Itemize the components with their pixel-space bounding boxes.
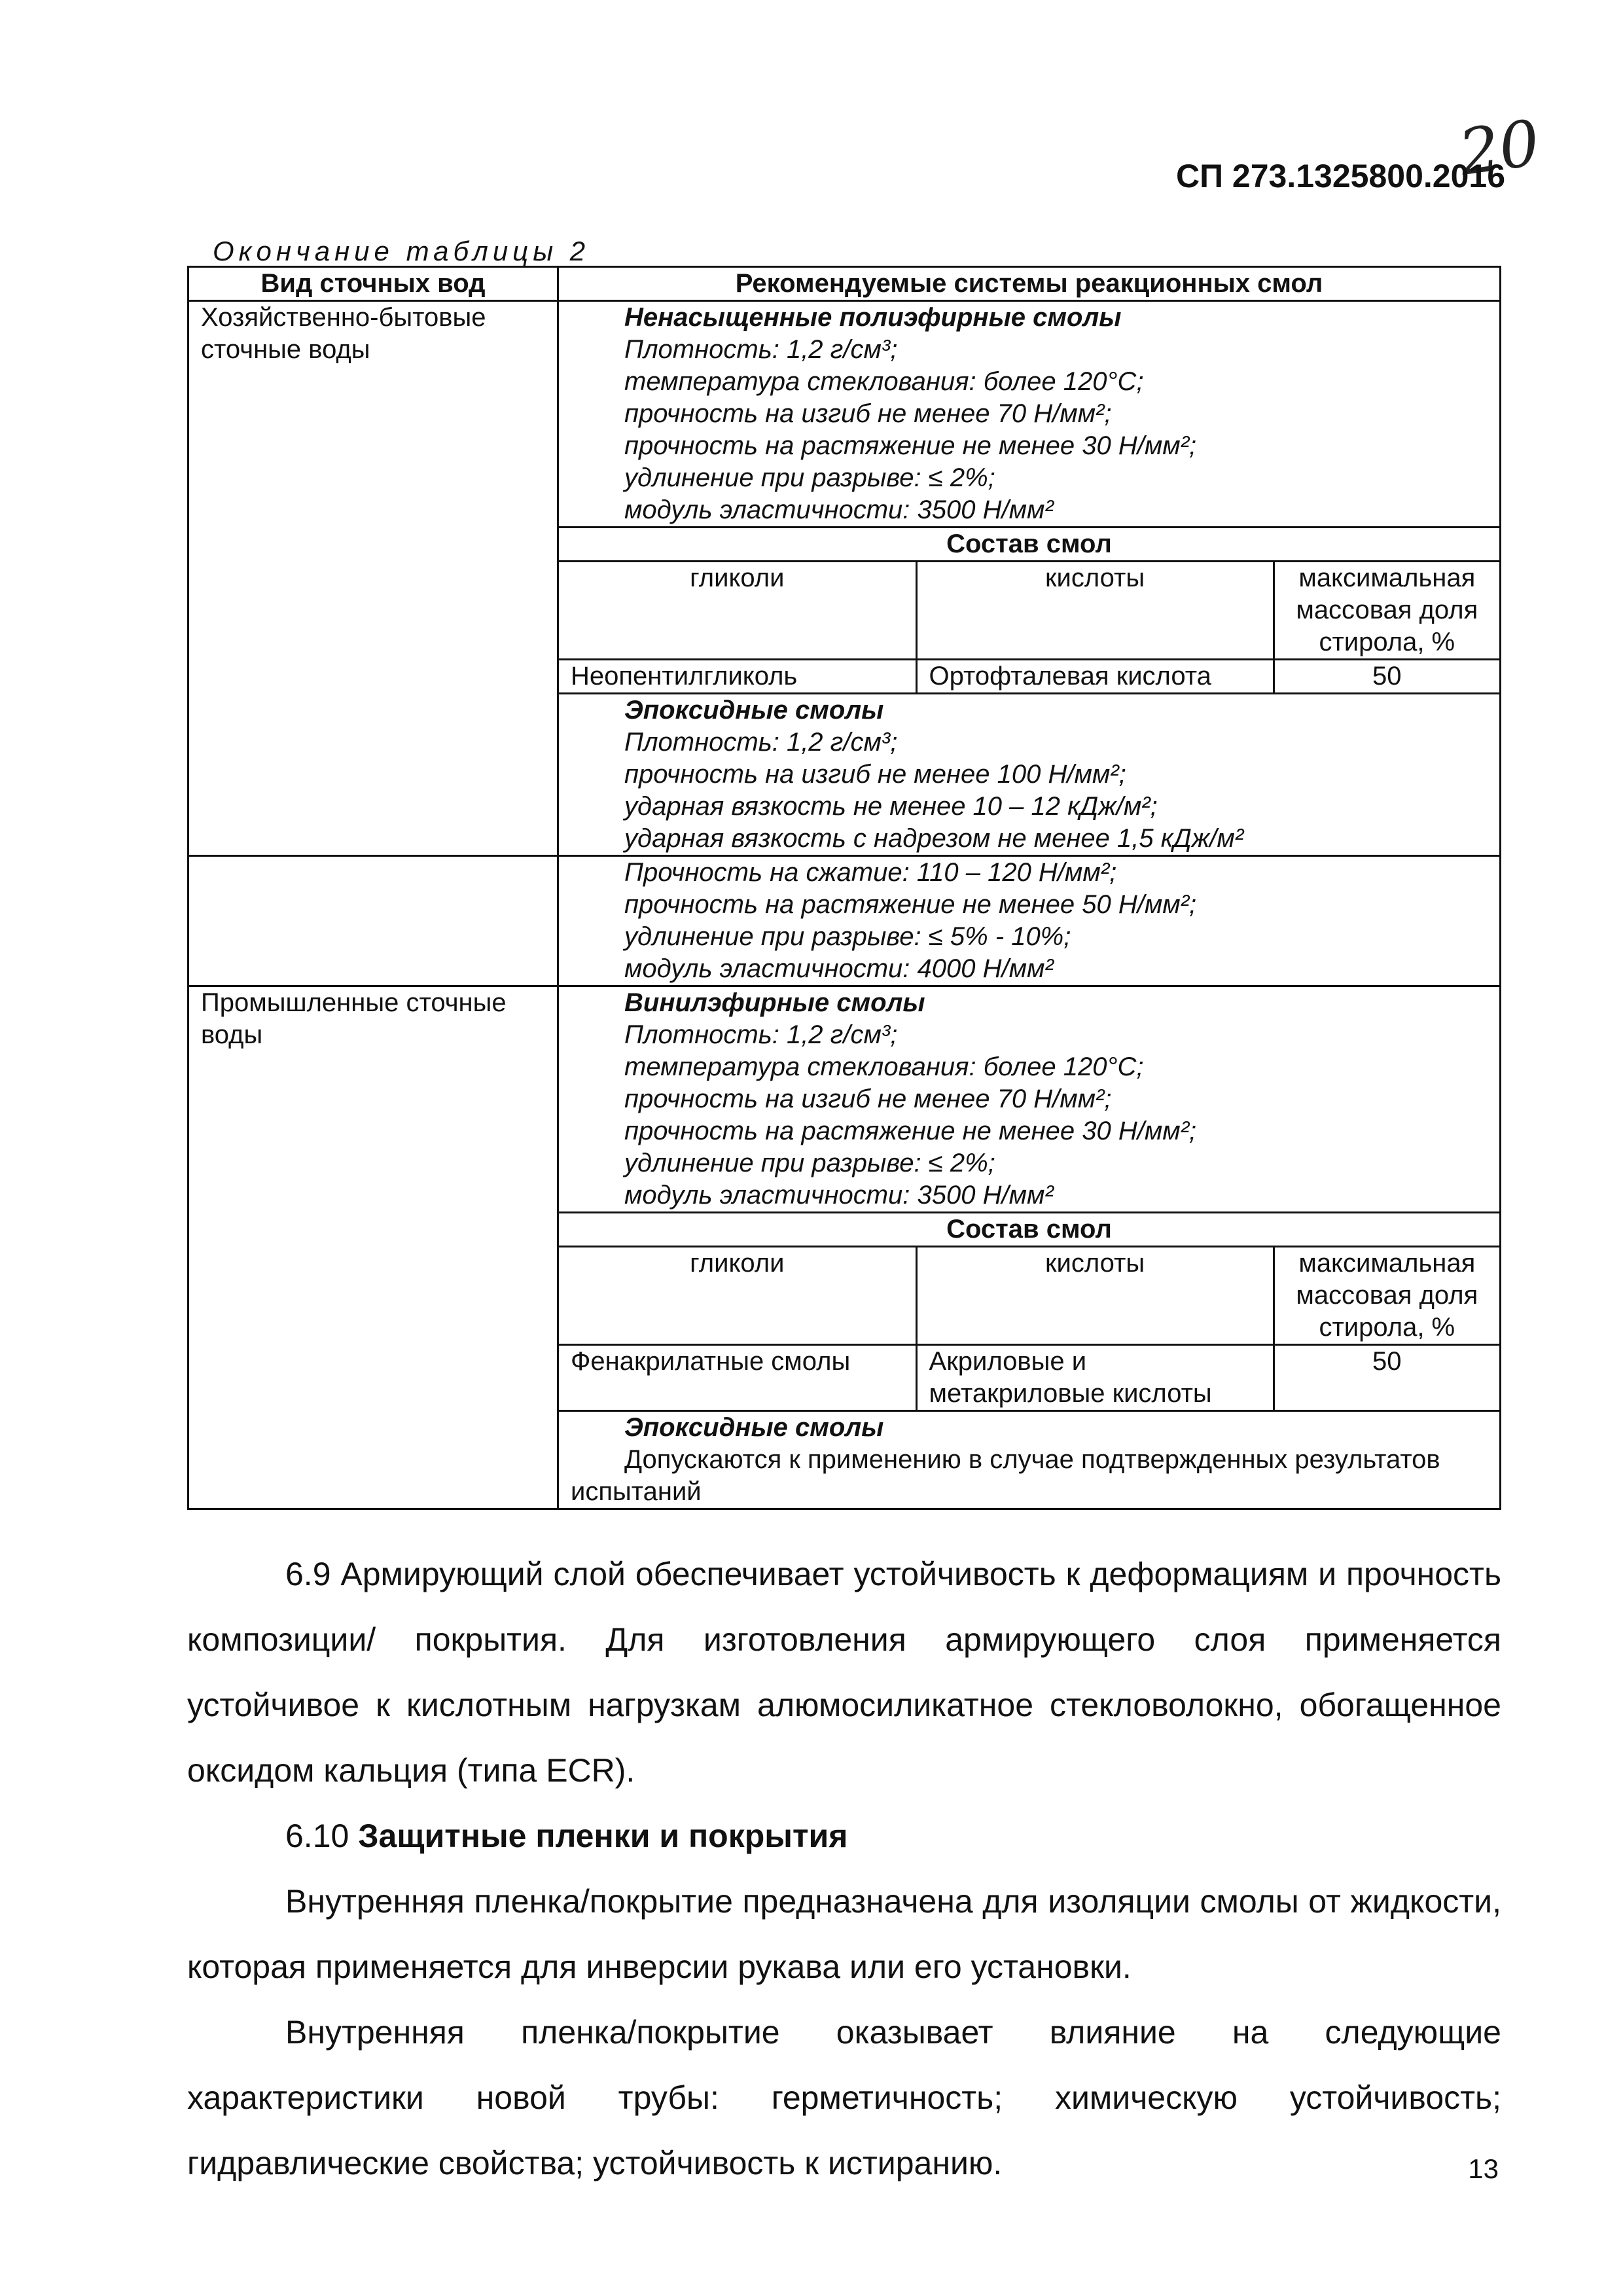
prop-line: удлинение при разрыве: ≤ 5% - 10%; [624,922,1071,951]
prop-line: Прочность на сжатие: 110 – 120 Н/мм²; [624,858,1117,887]
prop-line: температура стеклования: более 120°С; [624,367,1144,396]
prop-line: Плотность: 1,2 г/см³; [624,728,898,757]
paragraph-6-10-a: Внутренняя пленка/покрытие предназначена для изоляции смолы от жидкости, которая применяется для инверсии рукава или его установки. [187,1883,1501,1985]
col-glycols: гликоли [559,562,916,660]
empty-cell [188,528,558,694]
resin-title: Ненасыщенные полиэфирные смолы [624,303,1122,332]
section-title: Защитные пленки и покрытия [358,1818,848,1854]
cell-styrene: 50 [1274,1345,1499,1410]
table-row [188,694,1501,856]
composition-title: Состав смол [559,1213,1499,1247]
empty-cell [188,694,558,856]
col-acids: кислоты [916,562,1274,660]
prop-line: прочность на изгиб не менее 70 Н/мм²; [624,1085,1112,1113]
cell-acid: Акриловые и метакриловые кислоты [916,1345,1274,1410]
cell-glycol: Фенакрилатные смолы [559,1345,916,1410]
resin-properties [558,986,1501,1213]
prop-line: модуль эластичности: 3500 Н/мм² [624,495,1054,524]
wastewater-type-industrial: Промышленные сточные воды [188,986,558,1213]
cell-glycol: Неопентилгликоль [559,660,916,693]
col-styrene: максимальная массовая доля стирола, % [1274,1247,1499,1345]
prop-line: прочность на изгиб не менее 70 Н/мм²; [624,399,1112,428]
prop-line: модуль эластичности: 4000 Н/мм² [624,954,1054,983]
prop-line: прочность на растяжение не менее 30 Н/мм²; [624,431,1197,460]
table-row [188,986,1501,1213]
resin-properties [558,301,1501,528]
table-caption: Окончание таблицы 2 [213,236,590,266]
composition-title: Состав смол [559,528,1499,562]
prop-line: прочность на растяжение не менее 50 Н/мм²; [624,890,1197,919]
col-glycols: гликоли [559,1247,916,1345]
prop-line: модуль эластичности: 3500 Н/мм² [624,1181,1054,1210]
page-number: 13 [1468,2153,1499,2184]
prop-line: прочность на растяжение не менее 30 Н/мм²; [624,1117,1197,1145]
prop-line: температура стеклования: более 120°С; [624,1052,1144,1081]
header-wastewater-type: Вид сточных вод [188,267,558,301]
prop-line: Плотность: 1,2 г/см³; [624,335,898,364]
table-row [188,528,1501,694]
prop-line: ударная вязкость не менее 10 – 12 кДж/м²; [624,792,1158,821]
empty-cell [188,856,558,986]
document-code: СП 273.1325800.2016 [1175,158,1505,194]
resin-title: Эпоксидные смолы [624,1413,884,1442]
empty-cell [188,1213,558,1411]
table-header-row [188,267,1501,301]
col-styrene: максимальная массовая доля стирола, % [1274,562,1499,660]
composition-block [558,1213,1501,1411]
resin-title: Винилэфирные смолы [624,988,925,1017]
epoxy-note: Допускаются к применению в случае подтвержденных результатов испытаний [571,1445,1440,1506]
epoxy-note-cell [558,1411,1501,1509]
wastewater-type-domestic: Хозяйственно-бытовые сточные воды [188,301,558,528]
table-row [188,1411,1501,1509]
paragraph-6-9: 6.9 Армирующий слой обеспечивает устойчивость к деформациям и прочность композиции/ покрытия. Для изготовления армирующего слоя применяется устойчивое к кислотным нагрузкам алюмосиликатное стекловолокно, обогащенное оксидом кальция (типа ECR). [187,1556,1501,1789]
col-acids: кислоты [916,1247,1274,1345]
resin-title: Эпоксидные смолы [624,696,884,725]
section-number: 6.10 [285,1818,349,1854]
table-row [188,856,1501,986]
prop-line: ударная вязкость с надрезом не менее 1,5 кДж/м² [624,824,1244,853]
empty-cell [188,1411,558,1509]
epoxy-properties-cont [558,856,1501,986]
prop-line: удлинение при разрыве: ≤ 2%; [624,1149,995,1177]
prop-line: Плотность: 1,2 г/см³; [624,1020,898,1049]
prop-line: прочность на изгиб не менее 100 Н/мм²; [624,760,1126,789]
composition-block [558,528,1501,694]
cell-acid: Ортофталевая кислота [916,660,1274,693]
table-row [188,1213,1501,1411]
cell-styrene: 50 [1274,660,1499,693]
paragraph-6-10-b: Внутренняя пленка/покрытие оказывает влияние на следующие характеристики новой трубы: герметичность; химическую устойчивость; гидравлические свойства; устойчивость к истиранию. [187,2014,1501,2181]
composition-table [559,1213,1499,1410]
epoxy-properties [558,694,1501,856]
handwritten-page-mark: 20 [1454,106,1544,190]
table-row [188,301,1501,528]
prop-line: удлинение при разрыве: ≤ 2%; [624,463,995,492]
section-heading-6-10 [187,1803,1501,1869]
header-resin-systems: Рекомендуемые системы реакционных смол [558,267,1501,301]
body-text [187,1541,1501,2196]
composition-table [559,528,1499,692]
resin-table [187,266,1501,1510]
